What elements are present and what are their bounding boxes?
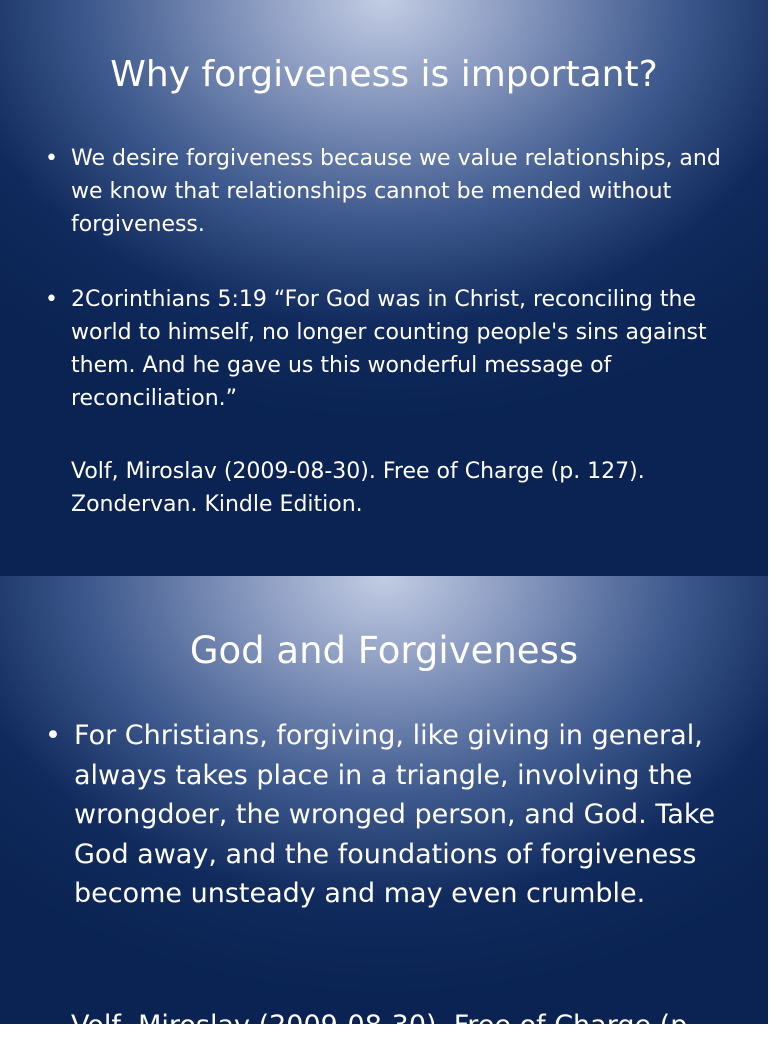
slide-2 <box>0 576 768 1041</box>
bullet-text: For Christians, forgiving, like giving in general, always takes place in a triangle, involving the wrongdoer, the wronged person, and God. Take God away, and the foundations of forgiveness become unsteady and may even crumble. <box>74 720 716 909</box>
citation: Volf, Miroslav (2009-08-30). Free of Charge (p. <box>71 1010 696 1041</box>
bullet-marker: • <box>45 720 61 751</box>
bullet-list <box>45 142 735 457</box>
citation: Volf, Miroslav (2009-08-30). Free of Charge (p. 127). Zondervan. Kindle Edition. <box>71 459 645 517</box>
bullet-list <box>45 716 735 914</box>
slide-title: Why forgiveness is important? <box>110 54 658 95</box>
bullet-item <box>45 142 735 241</box>
bullet-item <box>45 283 735 415</box>
bullet-marker: • <box>45 287 58 312</box>
bullet-text: 2Corinthians 5:19 “For God was in Christ, reconciling the world to himself, no longer counting people's sins against them. And he gave us this wonderful message of reconciliation.” <box>71 287 707 411</box>
bullet-marker: • <box>45 146 58 171</box>
bullet-text: We desire forgiveness because we value relationships, and we know that relationships cannot be mended without forgiveness. <box>71 146 721 237</box>
bullet-item <box>45 716 735 914</box>
slide-title: God and Forgiveness <box>189 629 579 672</box>
